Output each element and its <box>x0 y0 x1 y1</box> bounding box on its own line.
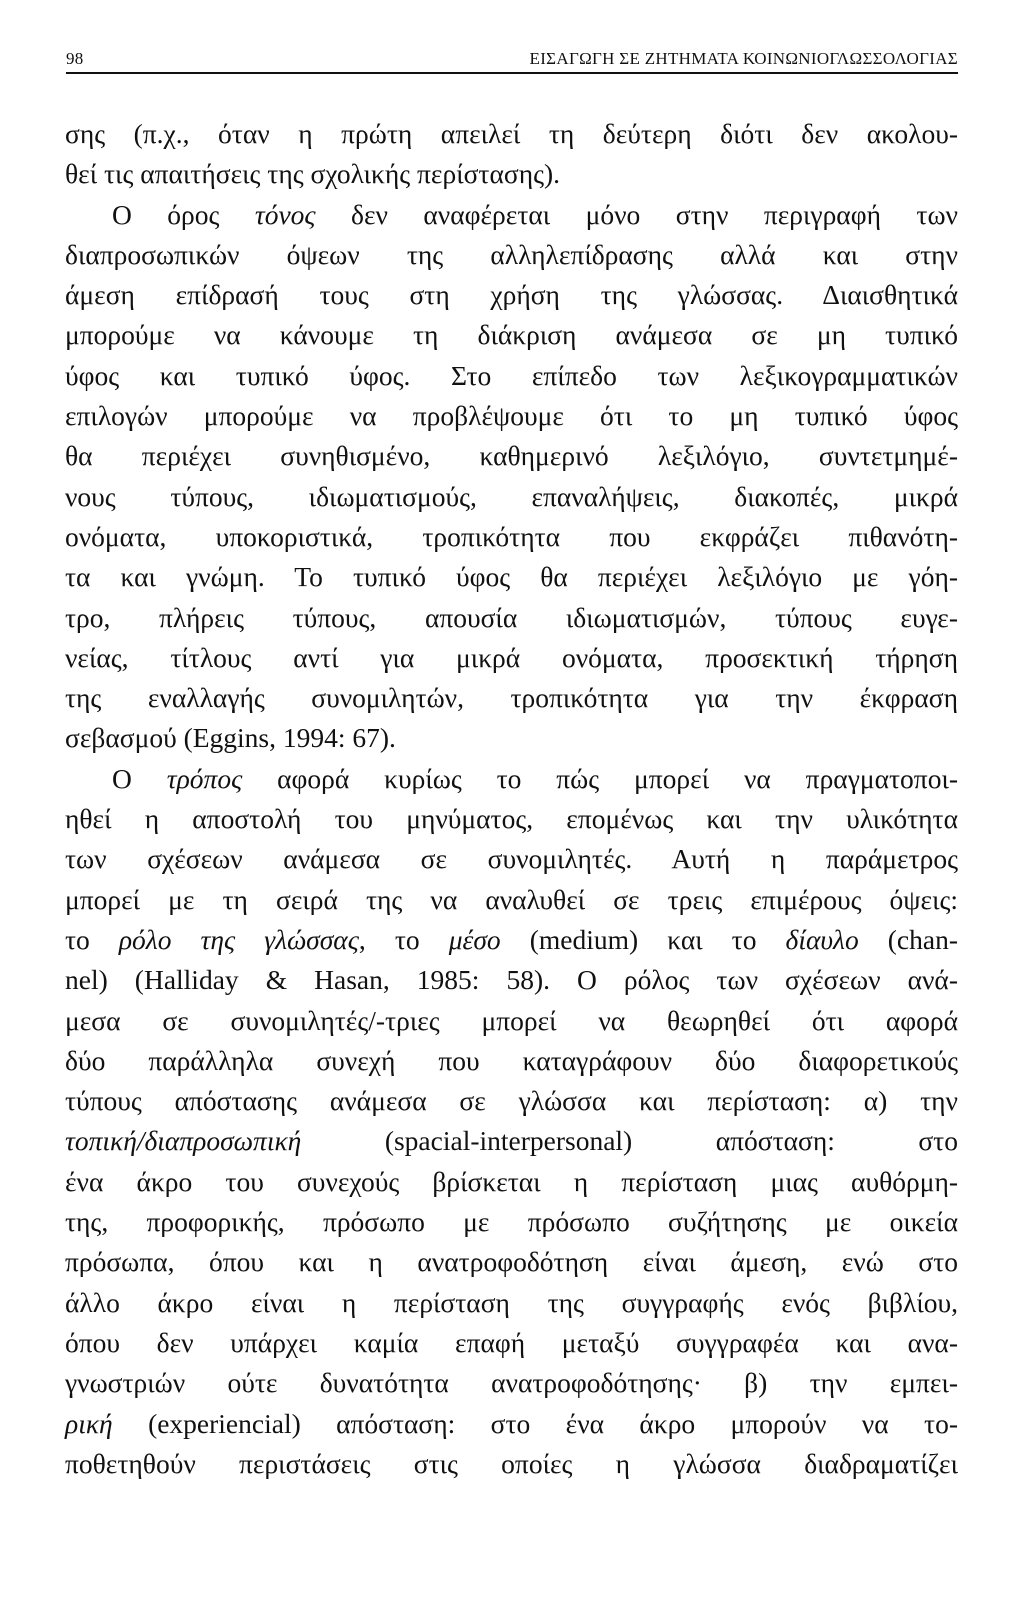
text-line: nel) (Halliday & Hasan, 1985: 58). Ο ρόλος των σχέσεων ανά- <box>65 964 958 996</box>
text-line: νους τύπους, ιδιωματισμούς, επαναλήψεις, διακοπές, μικρά <box>65 480 958 512</box>
text-line: μπορούμε να κάνουμε τη διάκριση ανάμεσα σε μη τυπικό <box>65 319 958 351</box>
text-line: ονόματα, υποκοριστικά, τροπικότητα που εκφράζει πιθανότη- <box>65 520 958 552</box>
text-line: Ο τρόπος αφορά κυρίως το πώς μπορεί να πραγματοποι- <box>112 762 958 794</box>
text-line: σεβασμού (Eggins, 1994: 67). <box>65 722 396 754</box>
body-text <box>65 114 958 1484</box>
text-line: των σχέσεων ανάμεσα σε συνομιλητές. Αυτή η παράμετρος <box>65 843 958 875</box>
text-line: Ο όρος τόνος δεν αναφέρεται μόνο στην περιγραφή των <box>112 198 958 230</box>
text-line: θα περιέχει συνηθισμένο, καθημερινό λεξιλόγιο, συντετμημέ- <box>65 440 958 472</box>
text-line: ρική (experiencial) απόσταση: στο ένα άκρο μπορούν να το- <box>65 1407 958 1439</box>
term-topiki-diaprosopiki: τοπική/διαπροσωπική <box>65 1125 302 1157</box>
text-line: τρο, πλήρεις τύπους, απουσία ιδιωματισμών, τύπους ευγε- <box>65 601 958 633</box>
text-line: δύο παράλληλα συνεχή που καταγράφουν δύο διαφορετικούς <box>65 1044 958 1076</box>
text-line: σης (π.χ., όταν η πρώτη απειλεί τη δεύτερη διότι δεν ακολου- <box>65 118 958 149</box>
term-rolos-glossas: ρόλο της γλώσσας <box>118 923 359 955</box>
term-diavlos: δίαυλο <box>785 923 859 955</box>
text-line: άμεση επίδρασή τους στη χρήση της γλώσσας. Διαισθητικά <box>65 279 958 311</box>
term-tonos: τόνος <box>254 198 316 230</box>
page-number: 98 <box>66 49 84 68</box>
text-line: της, προφορικής, πρόσωπο με πρόσωπο συζήτησης με οικεία <box>65 1206 958 1238</box>
text-line: τοπική/διαπροσωπική (spacial-interpersonal) απόσταση: στο <box>65 1125 958 1157</box>
text-line: μεσα σε συνομιλητές/-τριες μπορεί να θεωρηθεί ότι αφορά <box>65 1004 958 1036</box>
term-tropos: τρόπος <box>166 762 243 794</box>
text-line: νείας, τίτλους αντί για μικρά ονόματα, προσεκτική τήρηση <box>65 641 958 673</box>
text-line: πρόσωπα, όπου και η ανατροφοδότηση είναι άμεση, ενώ στο <box>65 1246 958 1278</box>
text-line: διαπροσωπικών όψεων της αλληλεπίδρασης αλλά και στην <box>65 238 958 270</box>
text-line: ηθεί η αποστολή του μηνύματος, επομένως και την υλικότητα <box>65 803 958 835</box>
text-line: επιλογών μπορούμε να προβλέψουμε ότι το μη τυπικό ύφος <box>65 400 958 432</box>
running-head-title: ΕΙΣΑΓΩΓΗ ΣΕ ΖΗΤΗΜΑΤΑ ΚΟΙΝΩΝΙΟΓΛΩΣΣΟΛΟΓΙΑΣ <box>529 49 958 68</box>
text-line: θεί τις απαιτήσεις της σχολικής περίστασης). <box>65 158 561 190</box>
text-line: τύπους απόστασης ανάμεσα σε γλώσσα και περίσταση: α) την <box>65 1085 958 1117</box>
term-meso: μέσο <box>448 923 501 955</box>
text-line: γνωστριών ούτε δυνατότητα ανατροφοδότησης· β) την εμπει- <box>65 1367 958 1399</box>
text-line: όπου δεν υπάρχει καμία επαφή μεταξύ συγγραφέα και ανα- <box>65 1326 958 1358</box>
text-line: της εναλλαγής συνομιλητών, τροπικότητα για την έκφραση <box>65 682 958 714</box>
text-line: άλλο άκρο είναι η περίσταση της συγγραφής ενός βιβλίου, <box>65 1286 958 1318</box>
text-line: ένα άκρο του συνεχούς βρίσκεται η περίσταση μιας αυθόρμη- <box>65 1165 958 1197</box>
text-line: ύφος και τυπικό ύφος. Στο επίπεδο των λεξικογραμματικών <box>65 359 958 391</box>
text-line: το ρόλο της γλώσσας, το μέσο (medium) και το δίαυλο (chan- <box>65 923 958 955</box>
running-head <box>66 46 958 74</box>
text-line: μπορεί με τη σειρά της να αναλυθεί σε τρεις επιμέρους όψεις: <box>65 883 958 915</box>
term-empeiriki: ρική <box>65 1407 113 1439</box>
text-line: ποθετηθούν περιστάσεις στις οποίες η γλώσσα διαδραματίζει <box>65 1447 958 1479</box>
text-line: τα και γνώμη. Το τυπικό ύφος θα περιέχει λεξιλόγιο με γόη- <box>65 561 958 593</box>
